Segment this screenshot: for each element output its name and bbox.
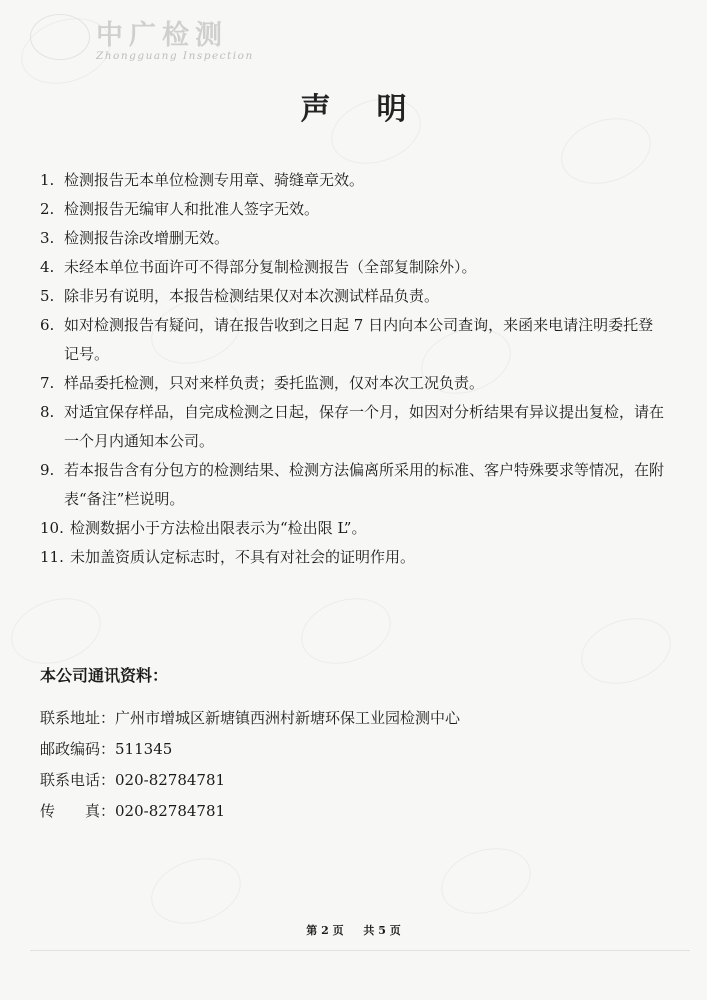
- item-number: 3.: [40, 229, 55, 247]
- list-item: [40, 456, 665, 514]
- logo-emblem: [30, 14, 90, 60]
- list-item: [40, 543, 665, 572]
- item-number: 7.: [40, 374, 55, 392]
- logo-text-cn: 中广检测: [96, 20, 228, 51]
- item-text: 若本报告含有分包方的检测结果、检测方法偏离所采用的标准、客户特殊要求等情况，在附表“备注”栏说明。: [64, 461, 665, 508]
- list-item: [40, 282, 665, 311]
- item-number: 11.: [40, 548, 64, 566]
- item-number: 1.: [40, 171, 55, 189]
- fax-value: 020-82784781: [115, 802, 226, 820]
- fax-label: 传 真：: [40, 802, 116, 820]
- page-footer: [0, 922, 707, 938]
- contact-heading: 本公司通讯资料：: [40, 666, 169, 685]
- item-text: 检测数据小于方法检出限表示为“检出限 L”。: [70, 519, 367, 537]
- item-text: 检测报告涂改增删无效。: [64, 229, 230, 247]
- statement-list: [40, 166, 665, 572]
- list-item: [40, 369, 665, 398]
- address-value: 广州市增城区新塘镇西洲村新塘环保工业园检测中心: [115, 709, 461, 727]
- item-text: 除非另有说明，本报告检测结果仅对本次测试样品负责。: [64, 287, 440, 305]
- postcode-value: 511345: [115, 740, 173, 758]
- item-number: 6.: [40, 316, 55, 334]
- item-text: 未经本单位书面许可不得部分复制检测报告（全部复制除外）。: [64, 258, 477, 276]
- item-text: 样品委托检测，只对来样负责；委托监测，仅对本次工况负责。: [64, 374, 485, 392]
- page-title: 声明: [300, 92, 453, 127]
- watermark-stamp: [573, 607, 680, 694]
- fax-row: [40, 796, 460, 827]
- company-logo: [96, 20, 266, 62]
- watermark-stamp: [3, 587, 110, 674]
- address-row: [40, 703, 460, 734]
- list-item: [40, 398, 665, 456]
- phone-row: [40, 765, 460, 796]
- item-number: 2.: [40, 200, 55, 218]
- list-item: [40, 514, 665, 543]
- item-text: 如对检测报告有疑问，请在报告收到之日起 7 日内向本公司查询，来函来电请注明委托登记号。: [64, 316, 654, 363]
- item-text: 对适宜保存样品，自完成检测之日起，保存一个月，如因对分析结果有异议提出复检，请在一个月内通知本公司。: [64, 403, 665, 450]
- postcode-row: [40, 734, 460, 765]
- contact-info: [40, 703, 460, 827]
- address-label: 联系地址：: [40, 709, 116, 727]
- item-number: 10.: [40, 519, 64, 537]
- page-number: 第 2 页: [306, 924, 344, 937]
- list-item: [40, 195, 665, 224]
- watermark-stamp: [293, 587, 400, 674]
- list-item: [40, 166, 665, 195]
- list-item: [40, 253, 665, 282]
- postcode-label: 邮政编码：: [40, 740, 116, 758]
- item-number: 8.: [40, 403, 55, 421]
- page-total: 共 5 页: [363, 924, 401, 937]
- item-text: 未加盖资质认定标志时，不具有对社会的证明作用。: [70, 548, 416, 566]
- list-item: [40, 311, 665, 369]
- item-text: 检测报告无本单位检测专用章、骑缝章无效。: [64, 171, 365, 189]
- item-number: 5.: [40, 287, 55, 305]
- watermark-stamp: [433, 837, 540, 924]
- phone-label: 联系电话：: [40, 771, 116, 789]
- list-item: [40, 224, 665, 253]
- footer-divider: [30, 950, 690, 991]
- item-text: 检测报告无编审人和批准人签字无效。: [64, 200, 320, 218]
- phone-value: 020-82784781: [115, 771, 226, 789]
- item-number: 4.: [40, 258, 55, 276]
- logo-text-en: Zhongguang Inspection: [96, 50, 254, 62]
- item-number: 9.: [40, 461, 55, 479]
